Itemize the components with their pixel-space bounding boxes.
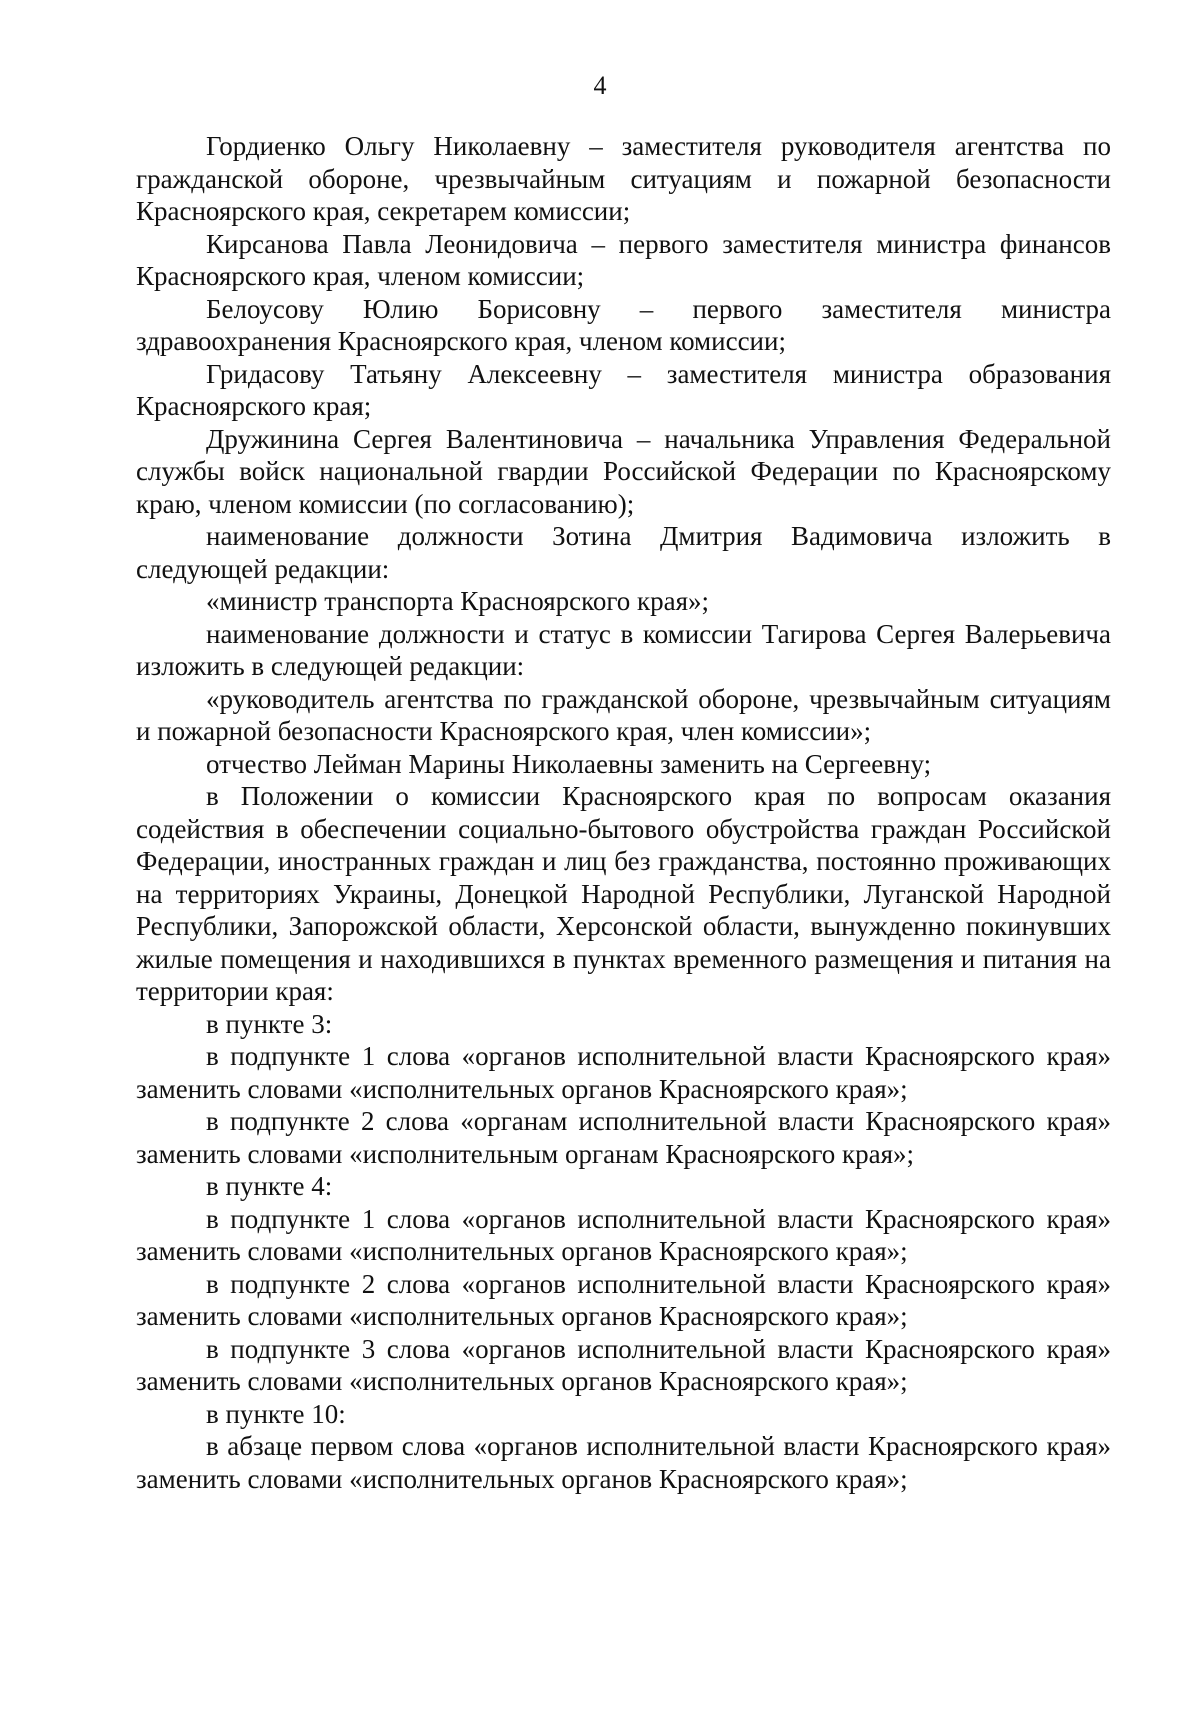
paragraph-clause-3-sub-1: в подпункте 1 слова «органов исполнительной власти Красноярского края» заменить словами «исполнительных органов Красноярского края»; xyxy=(136,1041,1111,1104)
paragraph-gordienko: Гордиенко Ольгу Николаевну – заместителя руководителя агентства по гражданской обороне, чрезвычайным ситуациям и пожарной безопасности Красноярского края, секретарем комиссии; xyxy=(136,131,1111,226)
paragraph-tagirov-new-title: «руководитель агентства по гражданской обороне, чрезвычайным ситуациям и пожарной безопасности Красноярского края, член комиссии»; xyxy=(136,683,1111,746)
paragraph-clause-10: в пункте 10: xyxy=(206,1398,346,1429)
paragraph-regulation-intro: в Положении о комиссии Красноярского края по вопросам оказания содействия в обеспечении социально-бытового обустройства граждан Российской Федерации, иностранных граждан и лиц без гражданства, постоянно проживающих на территориях Украины, Донецкой Народной Республики, Луганской Народной Республики, Запорожской области, Херсонской области, вынужденно покинувших жилые помещения и находившихся в пунктах временного размещения и питания на территории края: xyxy=(136,781,1111,1006)
paragraph-clause-4-sub-2: в подпункте 2 слова «органов исполнительной власти Красноярского края» заменить словами «исполнительных органов Красноярского края»; xyxy=(136,1268,1111,1331)
page-number: 4 xyxy=(593,71,607,100)
paragraph-leyman: отчество Лейман Марины Николаевны заменить на Сергеевну; xyxy=(206,748,932,779)
paragraph-druzhinin: Дружинина Сергея Валентиновича – начальника Управления Федеральной службы войск национальной гвардии Российской Федерации по Красноярскому краю, членом комиссии (по согласованию); xyxy=(136,423,1111,519)
paragraph-clause-3: в пункте 3: xyxy=(206,1008,333,1039)
document-body xyxy=(136,130,1111,1495)
paragraph-clause-10-first-abzac: в абзаце первом слова «органов исполнительной власти Красноярского края» заменить словами «исполнительных органов Красноярского края»; xyxy=(136,1431,1111,1494)
paragraph-clause-3-sub-2: в подпункте 2 слова «органам исполнительной власти Красноярского края» заменить словами «исполнительным органам Красноярского края»; xyxy=(136,1106,1111,1169)
paragraph-clause-4: в пункте 4: xyxy=(206,1171,333,1201)
paragraph-clause-4-sub-1: в подпункте 1 слова «органов исполнительной власти Красноярского края» заменить словами «исполнительных органов Красноярского края»; xyxy=(136,1203,1111,1266)
paragraph-gridasova: Гридасову Татьяну Алексеевну – заместителя министра образования Красноярского края; xyxy=(136,358,1111,421)
paragraph-tagirov-position: наименование должности и статус в комиссии Тагирова Сергея Валерьевича изложить в следующей редакции: xyxy=(136,618,1111,681)
paragraph-belousova: Белоусову Юлию Борисовну – первого заместителя министра здравоохранения Красноярского края, членом комиссии; xyxy=(136,293,1111,356)
paragraph-zotin-position: наименование должности Зотина Дмитрия Вадимовича изложить в следующей редакции: xyxy=(136,521,1111,584)
paragraph-clause-4-sub-3: в подпункте 3 слова «органов исполнительной власти Красноярского края» заменить словами «исполнительных органов Красноярского края»; xyxy=(136,1333,1111,1396)
paragraph-kirsanov: Кирсанова Павла Леонидовича – первого заместителя министра финансов Красноярского края, членом комиссии; xyxy=(136,228,1111,291)
paragraph-zotin-new-title: «министр транспорта Красноярского края»; xyxy=(206,586,710,616)
